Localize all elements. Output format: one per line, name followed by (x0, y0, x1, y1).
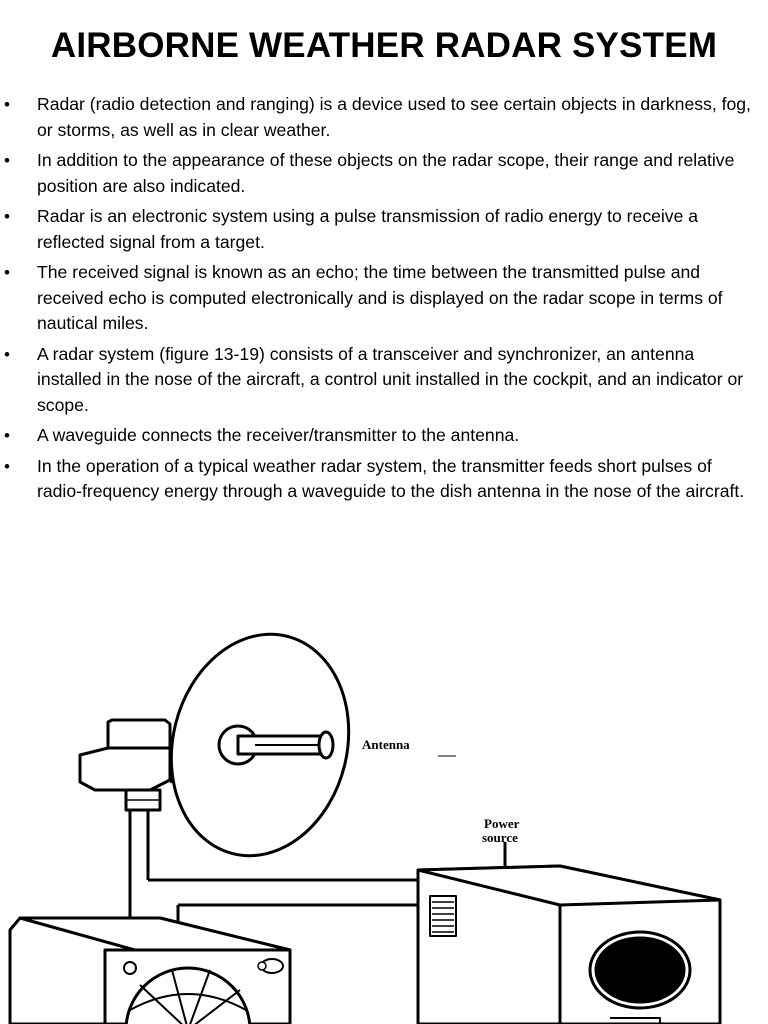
bullet-item (0, 423, 768, 449)
bullet-item (0, 204, 768, 255)
bullet-text: A waveguide connects the receiver/transmitter to the antenna. (37, 425, 520, 445)
dish-antenna (148, 620, 371, 875)
radar-system-figure (0, 620, 768, 1024)
bullet-text: In the operation of a typical weather radar system, the transmitter feeds short pulses of radio-frequency energy through a waveguide to the dish antenna in the nose of the aircraft. (37, 455, 745, 501)
bullet-item (0, 342, 768, 419)
bullet-list (0, 92, 768, 510)
power-source-label-line1: Power (484, 816, 520, 831)
bullet-item (0, 148, 768, 199)
slide-title: AIRBORNE WEATHER RADAR SYSTEM (50, 26, 718, 65)
bullet-dot: • (4, 426, 10, 445)
bullet-text: Radar is an electronic system using a pulse transmission of radio energy to receive a reflected signal from a target. (37, 206, 699, 252)
bullet-item (0, 260, 768, 337)
bullet-dot: • (4, 456, 10, 476)
bullet-item (0, 454, 768, 505)
receiver-transmitter-unit (418, 866, 720, 1024)
bullet-text: A radar system (figure 13-19) consists of a transceiver and synchronizer, an antenna installed in the nose of the aircraft, a control unit installed in the cockpit, and an indicator or scope. (37, 343, 744, 415)
bullet-text: Radar (radio detection and ranging) is a device used to see certain objects in darkness, fog, or storms, as well as in clear weather. (37, 94, 751, 140)
antenna-label: Antenna (362, 737, 410, 752)
bullet-text: In addition to the appearance of these objects on the radar scope, their range and relative position are also indicated. (37, 150, 735, 196)
bullet-dot: • (4, 207, 10, 226)
bullet-dot: • (4, 263, 10, 282)
bullet-dot: • (4, 95, 10, 114)
bullet-item (0, 92, 768, 143)
indicator-scope (10, 918, 290, 1024)
power-source-label-line2: source (482, 830, 518, 845)
bullet-text: The received signal is known as an echo; the time between the transmitted pulse and received echo is computed electronically and is displayed on the radar scope in terms of nautical miles. (37, 262, 723, 333)
bullet-dot: • (4, 151, 10, 170)
bullet-dot: • (4, 344, 10, 364)
